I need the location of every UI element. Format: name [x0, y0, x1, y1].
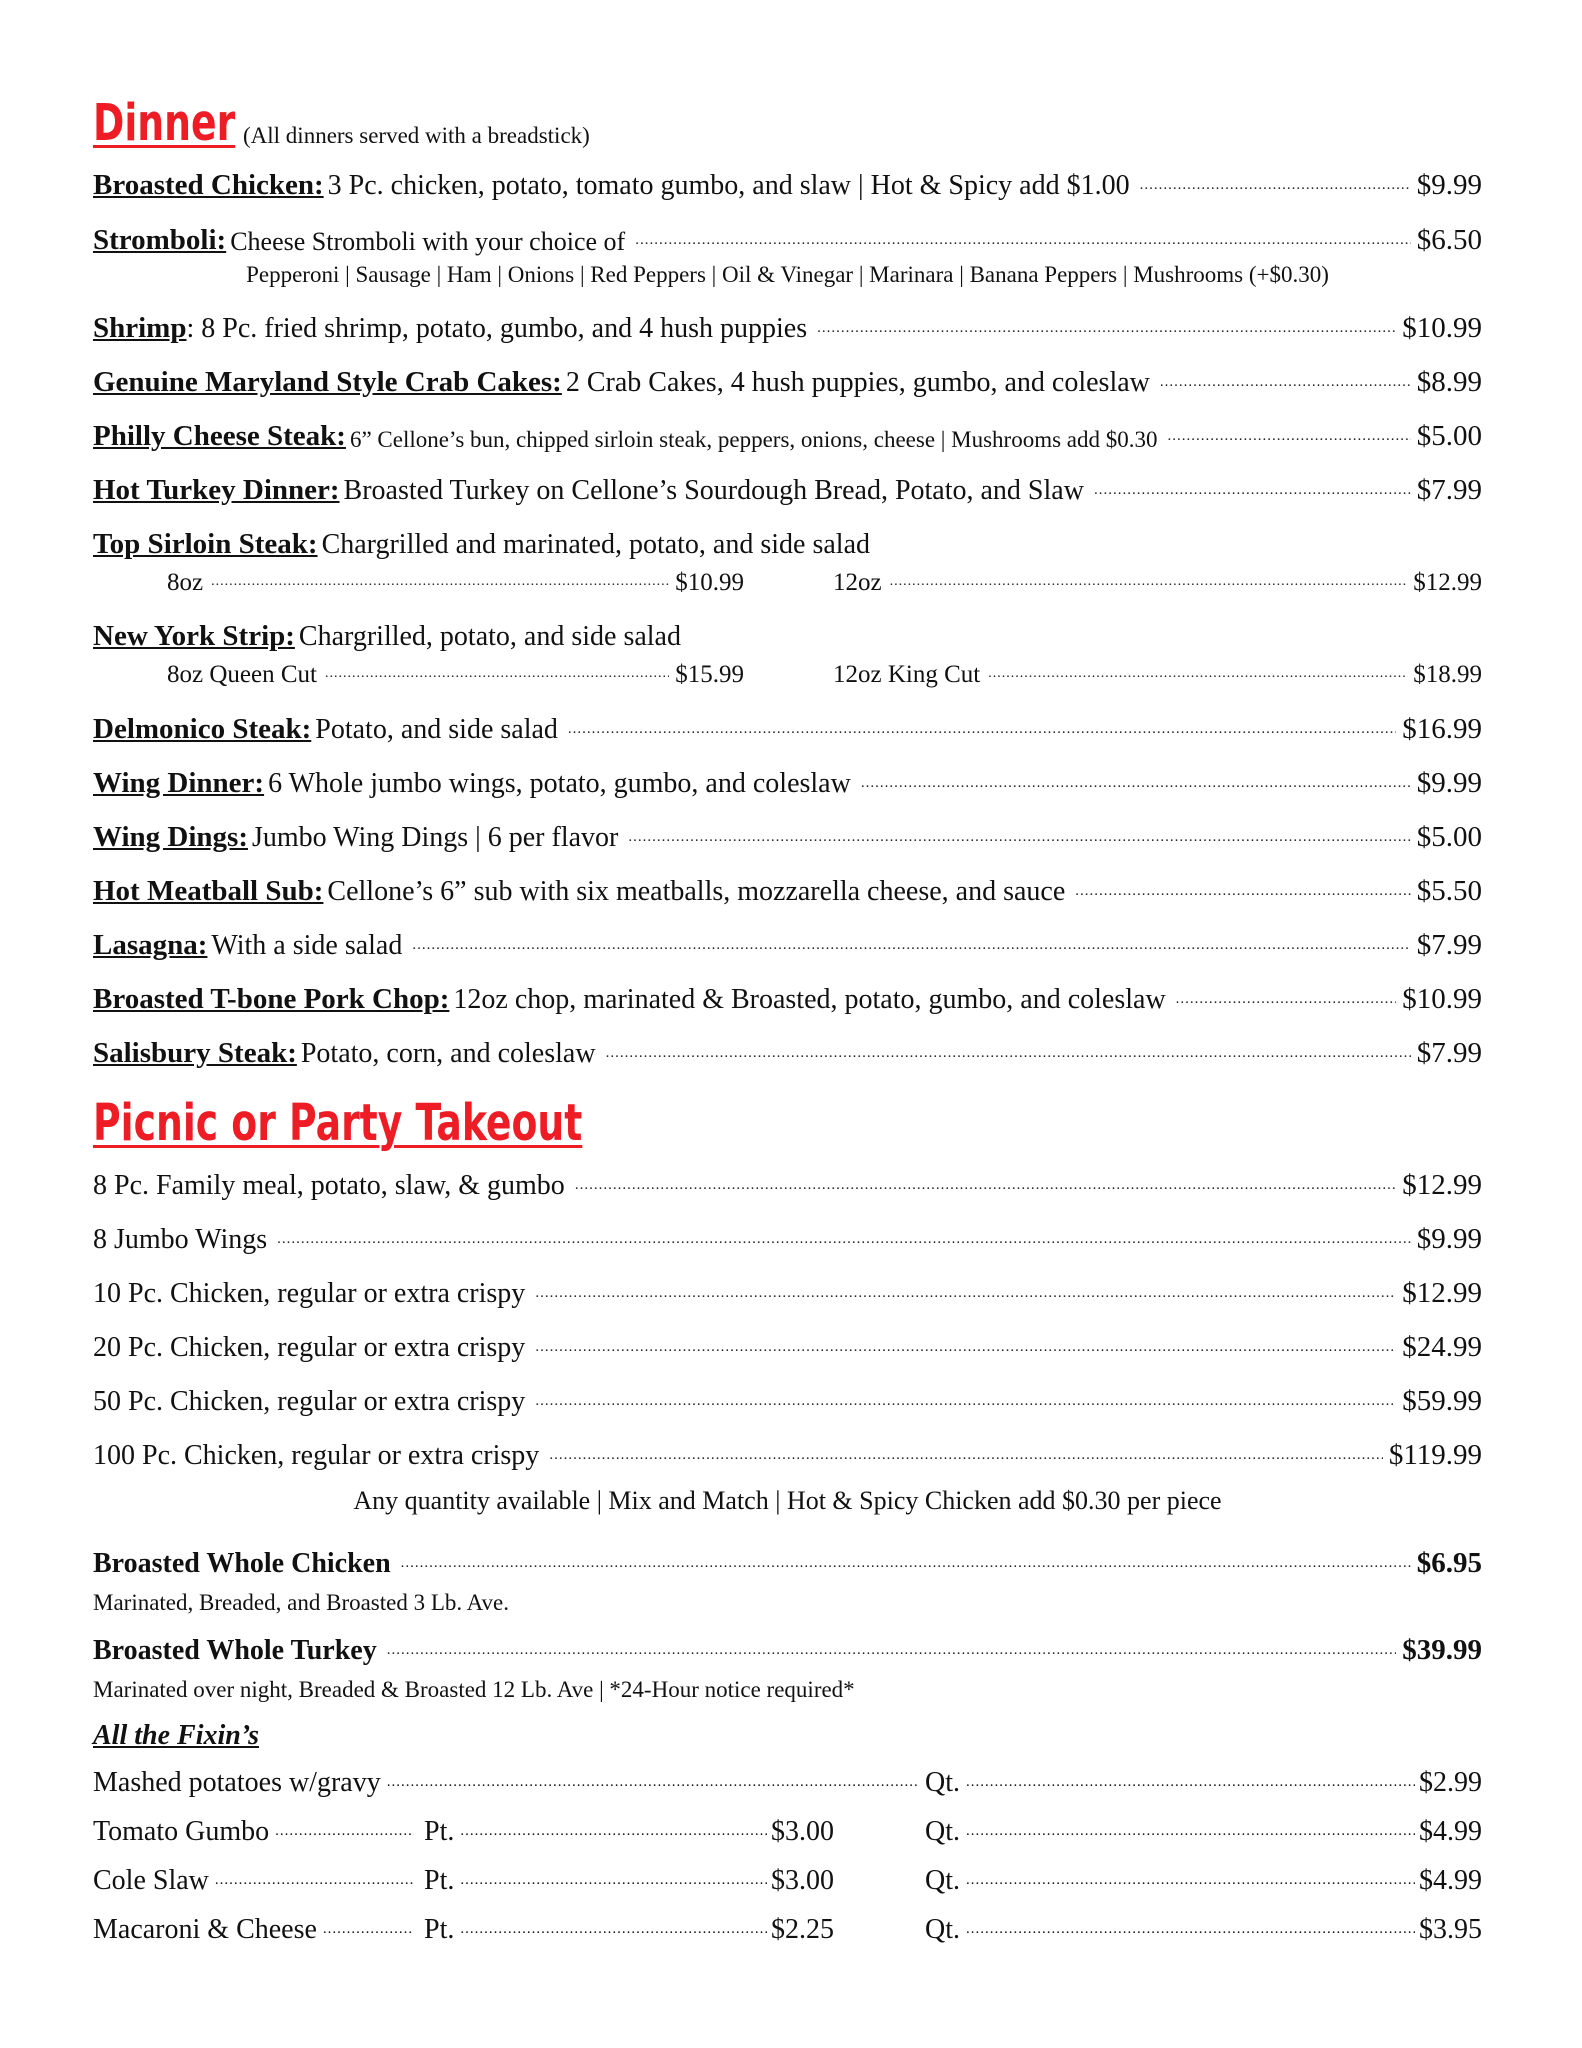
item-name: Wing Dings:	[93, 821, 248, 853]
qt-label: Qt.	[925, 1865, 960, 1896]
leader-dots	[275, 1823, 414, 1840]
leader-dots	[387, 1774, 919, 1791]
item-price: $7.99	[1416, 474, 1482, 506]
item-description: Chargrilled, potato, and side salad	[298, 621, 681, 652]
leader-dots	[412, 937, 1410, 954]
item-name: 100 Pc. Chicken, regular or extra crispy	[93, 1440, 540, 1471]
stromboli-options: Pepperoni | Sausage | Ham | Onions | Red Peppers | Oil & Vinegar | Marinara | Banana Peppers | Mushrooms (+$0.30)	[246, 262, 1329, 287]
leader-dots	[535, 1285, 1396, 1302]
leader-dots	[535, 1339, 1396, 1356]
pt-label: Pt.	[424, 1816, 455, 1847]
item-description: With a side salad	[211, 930, 403, 961]
fixin-mashed-potatoes	[93, 1763, 923, 1799]
fixin-mashed-potatoes-qt	[925, 1763, 1482, 1799]
size-label: 12oz King Cut	[833, 661, 981, 688]
item-description: Jumbo Wing Dings | 6 per flavor	[251, 822, 619, 853]
leader-dots	[575, 1177, 1396, 1194]
leader-dots	[966, 1872, 1415, 1889]
item-description: Potato, and side salad	[315, 714, 558, 745]
fixins-heading: All the Fixin’s	[93, 1720, 259, 1751]
picnic-heading: Picnic or Party Takeout	[93, 1094, 583, 1153]
fixin-cole-slaw	[93, 1861, 418, 1897]
item-name: Hot Turkey Dinner:	[93, 474, 340, 506]
item-price: $59.99	[1402, 1385, 1482, 1417]
fixin-name: Tomato Gumbo	[93, 1816, 270, 1847]
item-price: $39.99	[1402, 1634, 1482, 1666]
size-price: $18.99	[1413, 661, 1482, 688]
item-price: $5.50	[1416, 875, 1482, 907]
item-price: $24.99	[1402, 1331, 1482, 1363]
fixin-tomato-gumbo-qt	[925, 1812, 1482, 1848]
fixin-tomato-gumbo-pt	[424, 1812, 834, 1848]
fixin-mac-and-cheese-pt	[424, 1910, 834, 1946]
item-name: New York Strip:	[93, 620, 295, 652]
leader-dots	[460, 1872, 767, 1889]
item-name: Broasted Whole Chicken	[93, 1548, 391, 1579]
pt-price: $3.00	[771, 1816, 834, 1847]
pt-price: $2.25	[771, 1914, 834, 1945]
item-price: $6.95	[1416, 1547, 1482, 1579]
menu-item-new-york-strip	[93, 617, 1482, 653]
leader-dots	[606, 1045, 1411, 1062]
whole-chicken	[93, 1544, 1482, 1580]
item-price: $10.99	[1402, 983, 1482, 1015]
leader-dots	[1176, 991, 1397, 1008]
item-description: : 8 Pc. fried shrimp, potato, gumbo, and 4 hush puppies	[186, 313, 808, 344]
leader-dots	[966, 1823, 1415, 1840]
item-description: 12oz chop, marinated & Broasted, potato, gumbo, and coleslaw	[453, 984, 1166, 1015]
item-name: Broasted Whole Turkey	[93, 1635, 377, 1666]
menu-item-lasagna	[93, 926, 1482, 962]
item-name: Broasted Chicken:	[93, 169, 324, 201]
fixin-tomato-gumbo	[93, 1812, 418, 1848]
fixin-name: Cole Slaw	[93, 1865, 209, 1896]
picnic-item-jumbo-wings	[93, 1220, 1482, 1256]
item-price: $8.99	[1416, 366, 1482, 398]
item-price: $10.99	[1402, 312, 1482, 344]
menu-item-hot-turkey-dinner	[93, 471, 1482, 507]
menu-item-wing-dinner	[93, 764, 1482, 800]
leader-dots	[460, 1921, 767, 1938]
leader-dots	[323, 1921, 414, 1938]
item-name: Wing Dinner:	[93, 767, 265, 799]
picnic-item-family-meal	[93, 1166, 1482, 1202]
item-name: 8 Jumbo Wings	[93, 1224, 268, 1255]
leader-dots	[1075, 883, 1410, 900]
leader-dots	[401, 1555, 1411, 1572]
leader-dots	[1140, 177, 1411, 194]
leader-dots	[568, 721, 1396, 738]
item-name: 10 Pc. Chicken, regular or extra crispy	[93, 1278, 526, 1309]
pt-label: Pt.	[424, 1914, 455, 1945]
menu-item-stromboli	[93, 221, 1482, 257]
item-price: $12.99	[1402, 1277, 1482, 1309]
picnic-item-20-pc	[93, 1328, 1482, 1364]
item-description: Cheese Stromboli with your choice of	[230, 227, 626, 256]
sirloin-size-8oz	[167, 565, 744, 597]
item-name: Shrimp	[93, 312, 187, 344]
picnic-item-10-pc	[93, 1274, 1482, 1310]
menu-item-salisbury-steak	[93, 1034, 1482, 1070]
strip-size-king	[833, 657, 1482, 689]
item-name: 20 Pc. Chicken, regular or extra crispy	[93, 1332, 526, 1363]
leader-dots	[966, 1921, 1415, 1938]
fixin-name: Mashed potatoes w/gravy	[93, 1767, 381, 1798]
strip-size-queen	[167, 657, 744, 689]
item-description: 6 Whole jumbo wings, potato, gumbo, and coleslaw	[268, 768, 851, 799]
size-label: 8oz	[167, 569, 204, 596]
item-price: $6.50	[1416, 224, 1482, 256]
item-name: 8 Pc. Family meal, potato, slaw, & gumbo	[93, 1170, 565, 1201]
item-name: Salisbury Steak:	[93, 1037, 297, 1069]
size-label: 12oz	[833, 569, 882, 596]
menu-item-top-sirloin-steak	[93, 525, 1482, 561]
fixin-cole-slaw-qt	[925, 1861, 1482, 1897]
item-price: $5.00	[1416, 821, 1482, 853]
item-price: $7.99	[1416, 929, 1482, 961]
picnic-item-50-pc	[93, 1382, 1482, 1418]
dinner-note: (All dinners served with a breadstick)	[243, 123, 590, 148]
qt-label: Qt.	[925, 1767, 960, 1798]
leader-dots	[277, 1231, 1411, 1248]
item-description: 6” Cellone’s bun, chipped sirloin steak, peppers, onions, cheese | Mushrooms add $0.30	[349, 427, 1158, 452]
qt-label: Qt.	[925, 1816, 960, 1847]
item-price: $7.99	[1416, 1037, 1482, 1069]
menu-item-pork-chop	[93, 980, 1482, 1016]
size-price: $12.99	[1413, 569, 1482, 596]
qt-label: Qt.	[925, 1914, 960, 1945]
item-price: $12.99	[1402, 1169, 1482, 1201]
whole-turkey-note: Marinated over night, Breaded & Broasted 12 Lb. Ave | *24-Hour notice required*	[93, 1677, 855, 1702]
item-name: Top Sirloin Steak:	[93, 528, 318, 560]
menu-item-hot-meatball-sub	[93, 872, 1482, 908]
whole-chicken-note: Marinated, Breaded, and Broasted 3 Lb. Ave.	[93, 1590, 509, 1615]
menu-item-broasted-chicken	[93, 166, 1482, 202]
item-name: Stromboli:	[93, 224, 227, 256]
leader-dots	[988, 666, 1407, 682]
fixin-mac-and-cheese-qt	[925, 1910, 1482, 1946]
item-price: $9.99	[1416, 1223, 1482, 1255]
leader-dots	[1094, 482, 1411, 499]
size-price: $10.99	[675, 569, 744, 596]
item-name: Lasagna:	[93, 929, 208, 961]
item-name: Genuine Maryland Style Crab Cakes:	[93, 366, 562, 398]
qt-price: $4.99	[1419, 1816, 1482, 1847]
pt-price: $3.00	[771, 1865, 834, 1896]
menu-item-shrimp	[93, 309, 1482, 345]
size-label: 8oz Queen Cut	[167, 661, 317, 688]
leader-dots	[628, 829, 1410, 846]
item-name: Delmonico Steak:	[93, 713, 312, 745]
leader-dots	[890, 574, 1408, 590]
leader-dots	[817, 320, 1396, 337]
picnic-item-100-pc	[93, 1436, 1482, 1472]
menu-item-crab-cakes	[93, 363, 1482, 399]
leader-dots	[325, 666, 669, 682]
leader-dots	[861, 775, 1411, 792]
item-price: $9.99	[1416, 767, 1482, 799]
qt-price: $2.99	[1419, 1767, 1482, 1798]
item-price: $119.99	[1388, 1439, 1482, 1471]
sirloin-size-12oz	[833, 565, 1482, 597]
menu-item-wing-dings	[93, 818, 1482, 854]
item-price: $16.99	[1402, 713, 1482, 745]
item-price: $5.00	[1416, 420, 1482, 452]
item-name: Hot Meatball Sub:	[93, 875, 324, 907]
item-description: 3 Pc. chicken, potato, tomato gumbo, and slaw | Hot & Spicy add $1.00	[327, 170, 1130, 201]
leader-dots	[211, 574, 669, 590]
leader-dots	[460, 1823, 767, 1840]
item-name: Broasted T-bone Pork Chop:	[93, 983, 450, 1015]
menu-item-delmonico-steak	[93, 710, 1482, 746]
pt-label: Pt.	[424, 1865, 455, 1896]
leader-dots	[635, 232, 1411, 249]
leader-dots	[1168, 428, 1411, 445]
size-price: $15.99	[675, 661, 744, 688]
item-description: Broasted Turkey on Cellone’s Sourdough Bread, Potato, and Slaw	[343, 475, 1084, 506]
whole-turkey	[93, 1631, 1482, 1667]
item-name: 50 Pc. Chicken, regular or extra crispy	[93, 1386, 526, 1417]
dinner-heading: Dinner	[93, 94, 236, 153]
leader-dots	[215, 1872, 414, 1889]
picnic-note: Any quantity available | Mix and Match | Hot & Spicy Chicken add $0.30 per piece	[353, 1486, 1222, 1515]
qt-price: $3.95	[1419, 1914, 1482, 1945]
leader-dots	[966, 1774, 1415, 1791]
menu-item-philly-cheese-steak	[93, 417, 1482, 453]
fixin-cole-slaw-pt	[424, 1861, 834, 1897]
fixin-mac-and-cheese	[93, 1910, 418, 1946]
item-description: Chargrilled and marinated, potato, and side salad	[321, 529, 870, 560]
leader-dots	[549, 1447, 1383, 1464]
fixin-name: Macaroni & Cheese	[93, 1914, 317, 1945]
leader-dots	[535, 1393, 1396, 1410]
item-description: 2 Crab Cakes, 4 hush puppies, gumbo, and coleslaw	[565, 367, 1150, 398]
item-description: Potato, corn, and coleslaw	[300, 1038, 596, 1069]
leader-dots	[387, 1642, 1397, 1659]
leader-dots	[1160, 374, 1411, 391]
item-name: Philly Cheese Steak:	[93, 420, 346, 452]
item-description: Cellone’s 6” sub with six meatballs, mozzarella cheese, and sauce	[327, 876, 1066, 907]
item-price: $9.99	[1416, 169, 1482, 201]
qt-price: $4.99	[1419, 1865, 1482, 1896]
